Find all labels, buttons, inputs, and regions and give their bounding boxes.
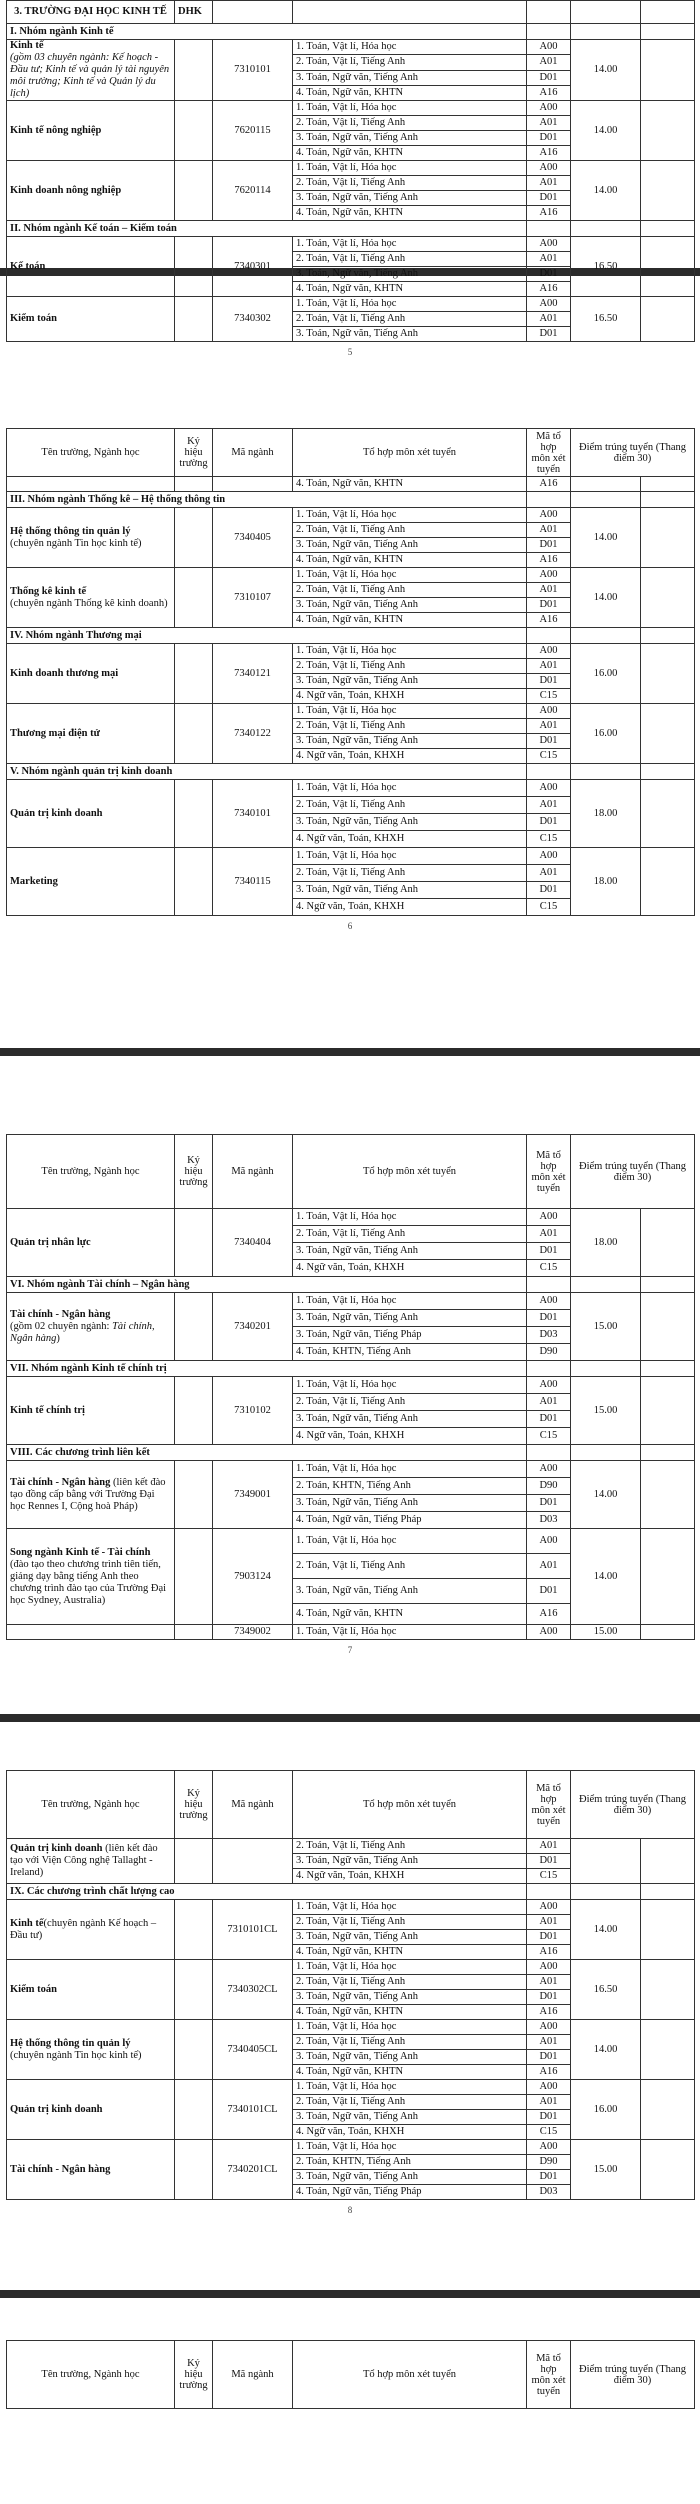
major-code: 7310102 [213,1377,293,1445]
score: 14.00 [571,161,641,221]
major-code: 7340404 [213,1209,293,1277]
major-code: 7310107 [213,568,293,628]
score: 16.50 [571,297,641,342]
score: 18.00 [571,848,641,916]
group-heading: IX. Các chương trình chất lượng cao [7,1884,527,1900]
major-name: Marketing [7,848,175,916]
major-name: Kinh tế (gồm 03 chuyên ngành: Kế hoạch - Đầu tư; Kinh tế và quản lý tài nguyên môi trường; Kinh tế và Quản lý du lịch) [7,40,175,101]
col-header-school-code: Ký hiệu trường [175,1771,213,1839]
admission-table-p6: Tên trường, Ngành học Ký hiệu trường Mã ngành Tổ hợp môn xét tuyển Mã tổ hợp môn xét tuyển Điểm trúng tuyển (Thang điểm 30) 4. Toán, Ngữ văn, KHTN A16 III. Nhóm ngành Thống kê – Hệ thống thông tin Hệ thống thông tin quản lý (chuyên ngành Tin học kinh tế) 7340405 1. Toán, Vật lí, Hóa học A00 14.00 2. Toán, Vật lí, Tiếng Anh A01 3. Toán, Ngữ văn, Tiếng Anh D01 4. Toán, Ngữ văn, KHTN A16 Thống kê kinh tế (chuyên ngành Thống kê kinh doanh) 7310107 1. Toán, Vật lí, Hóa học A00 14.00 2. Toán, Vật lí, Tiếng Anh A01 3. Toán, Ngữ văn, Tiếng Anh D01 4. Toán, Ngữ văn, KHTN A16 IV. Nhóm ngành Thương mại Kinh doanh thương mại 7340121 1. Toán, Vật lí, Hóa học A00 16.00 2. Toán, Vật lí, Tiếng Anh A01 3. Toán, Ngữ văn, Tiếng Anh D01 4. Ngữ văn, Toán, KHXH C15 Thương mại điện tử 7340122 1. Toán, Vật lí, Hóa học A00 16.00 2. Toán, Vật lí, Tiếng Anh A01 3. Toán, Ngữ văn, Tiếng Anh D01 4. Ngữ văn, Toán, KHXH C15 V. Nhóm ngành quản trị kinh doanh Quản trị kinh doanh 7340101 1. Toán, Vật lí, Hóa học A00 18.00 2. Toán, Vật lí, Tiếng Anh A01 3. Toán, Ngữ văn, Tiếng Anh D01 4. Ngữ văn, Toán, KHXH C15 Marketing 7340115 1. Toán, Vật lí, Hóa học A00 18.00 2. Toán, Vật lí, Tiếng Anh A01 3. Toán, Ngữ văn, Tiếng Anh D01 4. Ngữ văn, Toán, KHXH C15 [6,428,695,916]
major-code: 7310101 [213,40,293,101]
page-5 [0,0,700,357]
major-name: Quản trị kinh doanh (liên kết đào tạo với Viện Công nghệ Tallaght - Ireland) [7,1839,175,1884]
major-code: 7349002 [213,1625,293,1640]
col-header-score: Điểm trúng tuyển (Thang điểm 30) [571,1135,695,1209]
col-header-school-code: Ký hiệu trường [175,429,213,477]
col-header-school-code: Ký hiệu trường [175,2341,213,2409]
major-code: 7903124 [213,1529,293,1625]
col-header-name: Tên trường, Ngành học [7,1771,175,1839]
col-header-name: Tên trường, Ngành học [7,2341,175,2409]
major-code: 7620114 [213,161,293,221]
col-header-combo-code: Mã tổ hợp môn xét tuyển [527,1771,571,1839]
group-heading: VIII. Các chương trình liên kết [7,1445,527,1461]
page-number: 5 [347,347,353,357]
score: 16.00 [571,704,641,764]
major-name: Tài chính - Ngân hàng (gồm 02 chuyên ngành: Tài chính, Ngân hàng) [7,1293,175,1361]
group-heading: III. Nhóm ngành Thống kê – Hệ thống thông tin [7,492,527,508]
page-number: 7 [347,1645,353,1655]
col-header-name: Tên trường, Ngành học [7,429,175,477]
col-header-combo: Tổ hợp môn xét tuyển [293,429,527,477]
col-header-score: Điểm trúng tuyển (Thang điểm 30) [571,1771,695,1839]
score: 16.00 [571,644,641,704]
col-header-major-code: Mã ngành [213,1771,293,1839]
major-code: 7340201CL [213,2140,293,2200]
score: 15.00 [571,1293,641,1361]
score: 14.00 [571,40,641,101]
major-code: 7340101 [213,780,293,848]
group-heading: V. Nhóm ngành quản trị kinh doanh [7,764,527,780]
col-header-major-code: Mã ngành [213,1135,293,1209]
score: 18.00 [571,1209,641,1277]
group-heading: I. Nhóm ngành Kinh tế [7,24,527,40]
major-name: Tài chính - Ngân hàng [7,2140,175,2200]
page-separator [0,1048,700,1134]
school-code: DHK [175,1,213,24]
page-separator [0,1714,700,1770]
major-name: Quản trị nhân lực [7,1209,175,1277]
col-header-name: Tên trường, Ngành học [7,1135,175,1209]
group-heading: II. Nhóm ngành Kế toán – Kiểm toán [7,221,527,237]
major-code: 7340301 [213,237,293,297]
col-header-combo: Tổ hợp môn xét tuyển [293,2341,527,2409]
major-name: Kế toán [7,237,175,297]
major-name: Quản trị kinh doanh [7,780,175,848]
group-heading: VI. Nhóm ngành Tài chính – Ngân hàng [7,1277,527,1293]
major-code: 7340302CL [213,1960,293,2020]
major-name: Kinh doanh thương mại [7,644,175,704]
score: 16.50 [571,1960,641,2020]
major-code: 7340302 [213,297,293,342]
major-code: 7340115 [213,848,293,916]
score: 14.00 [571,568,641,628]
page-7 [0,1134,700,1714]
admission-table-p9 [6,2340,695,2409]
page-separator [0,2290,700,2340]
page-9 [0,2340,700,2420]
score: 14.00 [571,1900,641,1960]
score: 18.00 [571,780,641,848]
major-name: Kiểm toán [7,297,175,342]
major-code: 7340101CL [213,2080,293,2140]
score: 15.00 [571,2140,641,2200]
score: 15.00 [571,1377,641,1445]
major-name: Kiểm toán [7,1960,175,2020]
col-header-combo: Tổ hợp môn xét tuyển [293,1771,527,1839]
admission-table-p7: Tên trường, Ngành học Ký hiệu trường Mã ngành Tổ hợp môn xét tuyển Mã tổ hợp môn xét tuyển Điểm trúng tuyển (Thang điểm 30) Quản trị nhân lực 7340404 1. Toán, Vật lí, Hóa học A00 18.00 2. Toán, Vật lí, Tiếng Anh A01 3. Toán, Ngữ văn, Tiếng Anh D01 4. Ngữ văn, Toán, KHXH C15 VI. Nhóm ngành Tài chính – Ngân hàng Tài chính - Ngân hàng (gồm 02 chuyên ngành: Tài chính, Ngân hàng) 7340201 1. Toán, Vật lí, Hóa học A00 15.00 3. Toán, Ngữ văn, Tiếng Anh D01 3. Toán, Ngữ văn, Tiếng Pháp D03 4. Toán, KHTN, Tiếng Anh D90 VII. Nhóm ngành Kinh tế chính trị Kinh tế chính trị 7310102 1. Toán, Vật lí, Hóa học A00 15.00 2. Toán, Vật lí, Tiếng Anh A01 3. Toán, Ngữ văn, Tiếng Anh D01 4. Ngữ văn, Toán, KHXH C15 VIII. Các chương trình liên kết Tài chính - Ngân hàng (liên kết đào tạo đồng cấp bằng với Trường Đại học Rennes I, Cộng hoà Pháp) 7349001 1. Toán, Vật lí, Hóa học A00 14.00 2. Toán, KHTN, Tiếng Anh D90 3. Toán, Ngữ văn, Tiếng Anh D01 4. Toán, Ngữ văn, Tiếng Pháp D03 Song ngành Kinh tế - Tài chính (đào tạo theo chương trình tiên tiến, giảng dạy bằng tiếng Anh theo chương trình đào tạo của Trường Đại học Sydney, Australia) 7903124 1. Toán, Vật lí, Hóa học A00 14.00 2. Toán, Vật lí, Tiếng Anh A01 3. Toán, Ngữ văn, Tiếng Anh D01 4. Toán, Ngữ văn, KHTN A16 7349002 1. Toán, Vật lí, Hóa học A00 15.00 [6,1134,695,1640]
group-heading: VII. Nhóm ngành Kinh tế chính trị [7,1361,527,1377]
page-number: 8 [347,2205,353,2215]
score: 16.00 [571,2080,641,2140]
page-8 [0,1770,700,2290]
page-6 [0,428,700,1048]
group-heading: IV. Nhóm ngành Thương mại [7,628,527,644]
major-name: Kinh tế(chuyên ngành Kế hoạch – Đầu tư) [7,1900,175,1960]
major-name: Hệ thống thông tin quản lý (chuyên ngành Tin học kinh tế) [7,2020,175,2080]
admission-table-p8: Tên trường, Ngành học Ký hiệu trường Mã ngành Tổ hợp môn xét tuyển Mã tổ hợp môn xét tuyển Điểm trúng tuyển (Thang điểm 30) Quản trị kinh doanh (liên kết đào tạo với Viện Công nghệ Tallaght - Ireland) 2. Toán, Vật lí, Tiếng Anh A01 3. Toán, Ngữ văn, Tiếng Anh D01 4. Ngữ văn, Toán, KHXH C15 IX. Các chương trình chất lượng cao Kinh tế(chuyên ngành Kế hoạch – Đầu tư) 7310101CL 1. Toán, Vật lí, Hóa học A00 14.00 2. Toán, Vật lí, Tiếng Anh A01 3. Toán, Ngữ văn, Tiếng Anh D01 4. Toán, Ngữ văn, KHTN A16 Kiểm toán 7340302CL 1. Toán, Vật lí, Hóa học A00 16.50 2. Toán, Vật lí, Tiếng Anh A01 3. Toán, Ngữ văn, Tiếng Anh D01 4. Toán, Ngữ văn, KHTN A16 Hệ thống thông tin quản lý (chuyên ngành Tin học kinh tế) 7340405CL 1. Toán, Vật lí, Hóa học A00 14.00 2. Toán, Vật lí, Tiếng Anh A01 3. Toán, Ngữ văn, Tiếng Anh D01 4. Toán, Ngữ văn, KHTN A16 Quản trị kinh doanh 7340101CL 1. Toán, Vật lí, Hóa học A00 16.00 2. Toán, Vật lí, Tiếng Anh A01 3. Toán, Ngữ văn, Tiếng Anh D01 4. Ngữ văn, Toán, KHXH C15 Tài chính - Ngân hàng 7340201CL 1. Toán, Vật lí, Hóa học A00 15.00 2. Toán, KHTN, Tiếng Anh D90 3. Toán, Ngữ văn, Tiếng Anh D01 4. Toán, Ngữ văn, Tiếng Pháp D03 [6,1770,695,2200]
page-number: 6 [347,921,353,931]
score: 14.00 [571,1461,641,1529]
major-name: Tài chính - Ngân hàng (liên kết đào tạo đồng cấp bằng với Trường Đại học Rennes I, Cộng hoà Pháp) [7,1461,175,1529]
col-header-score: Điểm trúng tuyển (Thang điểm 30) [571,429,695,477]
school-name: 3. TRƯỜNG ĐẠI HỌC KINH TẾ [7,1,175,24]
score: 14.00 [571,101,641,161]
score: 15.00 [571,1625,641,1640]
col-header-school-code: Ký hiệu trường [175,1135,213,1209]
major-name: Thương mại điện tử [7,704,175,764]
major-name: Song ngành Kinh tế - Tài chính (đào tạo theo chương trình tiên tiến, giảng dạy bằng tiếng Anh theo chương trình đào tạo của Trường Đại học Sydney, Australia) [7,1529,175,1625]
col-header-combo-code: Mã tổ hợp môn xét tuyển [527,1135,571,1209]
major-code: 7620115 [213,101,293,161]
major-name: Kinh doanh nông nghiệp [7,161,175,221]
score: 14.00 [571,2020,641,2080]
col-header-major-code: Mã ngành [213,429,293,477]
score: 14.00 [571,508,641,568]
major-code: 7340405 [213,508,293,568]
score: 14.00 [571,1529,641,1625]
col-header-major-code: Mã ngành [213,2341,293,2409]
col-header-combo-code: Mã tổ hợp môn xét tuyển [527,429,571,477]
col-header-combo-code: Mã tổ hợp môn xét tuyển [527,2341,571,2409]
major-code: 7340122 [213,704,293,764]
major-name: Kinh tế nông nghiệp [7,101,175,161]
major-name: Kinh tế chính trị [7,1377,175,1445]
score: 16.50 [571,237,641,297]
major-name: Hệ thống thông tin quản lý (chuyên ngành Tin học kinh tế) [7,508,175,568]
col-header-combo: Tổ hợp môn xét tuyển [293,1135,527,1209]
major-code: 7340405CL [213,2020,293,2080]
major-name: Quản trị kinh doanh [7,2080,175,2140]
major-name: Thống kê kinh tế (chuyên ngành Thống kê kinh doanh) [7,568,175,628]
major-code: 7310101CL [213,1900,293,1960]
col-header-score: Điểm trúng tuyển (Thang điểm 30) [571,2341,695,2409]
major-code: 7349001 [213,1461,293,1529]
major-code: 7340201 [213,1293,293,1361]
major-code: 7340121 [213,644,293,704]
admission-table-p5: 3. TRƯỜNG ĐẠI HỌC KINH TẾ DHK I. Nhóm ngành Kinh tế Kinh tế (gồm 03 chuyên ngành: Kế hoạch - Đầu tư; Kinh tế và quản lý tài nguyên môi trường; Kinh tế và Quản lý du lịch) 7310101 1. Toán, Vật lí, Hóa học A00 14.00 2. Toán, Vật lí, Tiếng Anh A01 3. Toán, Ngữ văn, Tiếng Anh D01 4. Toán, Ngữ văn, KHTN A16 Kinh tế nông nghiệp 7620115 1. Toán, Vật lí, Hóa học A00 14.00 2. Toán, Vật lí, Tiếng Anh A01 3. Toán, Ngữ văn, Tiếng Anh D01 4. Toán, Ngữ văn, KHTN A16 Kinh doanh nông nghiệp 7620114 1. Toán, Vật lí, Hóa học A00 14.00 2. Toán, Vật lí, Tiếng Anh A01 3. Toán, Ngữ văn, Tiếng Anh D01 4. Toán, Ngữ văn, KHTN A16 II. Nhóm ngành Kế toán – Kiểm toán Kế toán 7340301 1. Toán, Vật lí, Hóa học A00 16.50 2. Toán, Vật lí, Tiếng Anh A01 3. Toán, Ngữ văn, Tiếng Anh D01 4. Toán, Ngữ văn, KHTN A16 Kiểm toán 7340302 1. Toán, Vật lí, Hóa học A00 16.50 2. Toán, Vật lí, Tiếng Anh A01 3. Toán, Ngữ văn, Tiếng Anh D01 [6,0,695,342]
